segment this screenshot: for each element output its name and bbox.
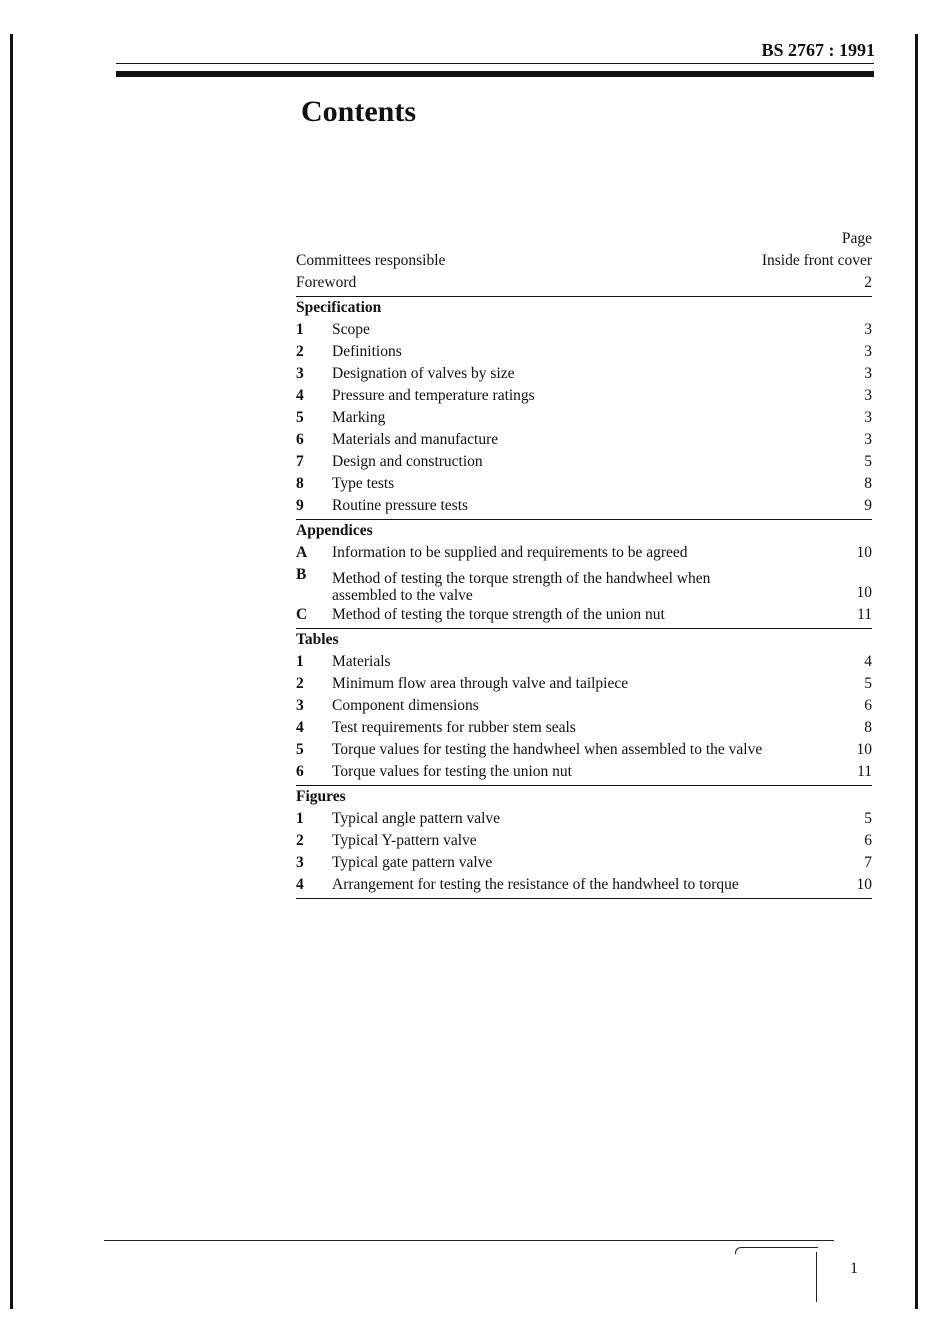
footer-hook-mark (735, 1247, 818, 1254)
toc-entry-number: 2 (296, 832, 304, 849)
toc-entry-label: Component dimensions (332, 697, 479, 714)
toc-entry-page: 7 (864, 854, 872, 871)
toc-entry-page: 10 (856, 584, 872, 601)
toc-entry-number: 1 (296, 321, 304, 338)
toc-entry-label: Scope (332, 321, 370, 338)
footer-rule (104, 1240, 834, 1241)
scan-edge-left (10, 34, 13, 1309)
toc-entry-page: 3 (864, 387, 872, 404)
toc-entry[interactable] (296, 852, 872, 874)
toc-entry-foreword[interactable] (296, 272, 872, 294)
toc-entry-number: 6 (296, 763, 304, 780)
toc-entry-label: Typical angle pattern valve (332, 810, 501, 827)
toc-entry-page: 8 (864, 475, 872, 492)
toc-entry-number: 8 (296, 475, 304, 492)
toc-entry-page: 5 (864, 675, 872, 692)
toc-entry-page: 4 (864, 653, 872, 670)
toc-entry-page: 3 (864, 409, 872, 426)
table-of-contents (296, 228, 872, 899)
toc-entry-page: Inside front cover (761, 252, 872, 269)
toc-entry-page: 11 (857, 763, 872, 780)
toc-entry[interactable] (296, 473, 872, 495)
toc-entry[interactable] (296, 874, 872, 896)
toc-entry[interactable] (296, 739, 872, 761)
toc-entry[interactable] (296, 429, 872, 451)
toc-end-rule (296, 898, 872, 899)
toc-entry[interactable] (296, 385, 872, 407)
toc-entry-page: 10 (856, 544, 872, 561)
toc-entry[interactable] (296, 808, 872, 830)
toc-section-heading: Figures (296, 785, 872, 808)
toc-entry-page: 3 (864, 431, 872, 448)
toc-entry[interactable] (296, 407, 872, 429)
toc-entry-label: Materials and manufacture (332, 431, 499, 448)
toc-entry[interactable] (296, 673, 872, 695)
toc-entry-page: 8 (864, 719, 872, 736)
toc-entry[interactable] (296, 363, 872, 385)
toc-entry-label: Foreword (296, 274, 357, 291)
toc-entry-page: 3 (864, 365, 872, 382)
toc-entry[interactable] (296, 830, 872, 852)
toc-entry-number: 3 (296, 697, 304, 714)
toc-entry-label: Torque values for testing the union nut (332, 763, 572, 780)
toc-entry-number: 7 (296, 453, 304, 470)
toc-entry-number: C (296, 606, 308, 623)
toc-entry-label: Torque values for testing the handwheel when assembled to the valve (332, 741, 763, 758)
toc-entry[interactable] (296, 341, 872, 363)
toc-entry-label: Design and construction (332, 453, 483, 470)
toc-entry-number: 5 (296, 409, 304, 426)
toc-entry[interactable] (296, 761, 872, 783)
toc-entry-page: 11 (857, 606, 872, 623)
toc-entry[interactable] (296, 451, 872, 473)
toc-entry-number: A (296, 544, 308, 561)
toc-entry-page: 3 (864, 343, 872, 360)
header-rule-thin (116, 63, 874, 64)
toc-entry[interactable] (296, 604, 872, 626)
toc-entry-page: 10 (856, 876, 872, 893)
toc-entry-number: 6 (296, 431, 304, 448)
toc-entry-page: 5 (864, 453, 872, 470)
toc-entry-number: 9 (296, 497, 304, 514)
toc-entry-page: 6 (864, 697, 872, 714)
toc-entry-label: Pressure and temperature ratings (332, 387, 535, 404)
toc-entry-label: Test requirements for rubber stem seals (332, 719, 576, 736)
toc-entry-label: Marking (332, 409, 386, 426)
toc-entry-label: Information to be supplied and requirements to be agreed (332, 544, 688, 561)
page-column-label: Page (841, 230, 872, 247)
toc-entry-number: 3 (296, 854, 304, 871)
toc-entry-label: Typical gate pattern valve (332, 854, 493, 871)
header-rule-thick (116, 71, 874, 77)
toc-entry-number: B (296, 566, 307, 583)
toc-entry-page: 5 (864, 810, 872, 827)
toc-entry-label: Committees responsible (296, 252, 446, 269)
page-title: Contents (301, 95, 417, 128)
toc-entry-label: Materials (332, 653, 391, 670)
toc-entry-number: 1 (296, 810, 304, 827)
toc-entry-committees[interactable] (296, 250, 872, 272)
toc-entry-number: 2 (296, 343, 304, 360)
toc-entry[interactable] (296, 319, 872, 341)
toc-entry-label: Definitions (332, 343, 402, 360)
toc-entry[interactable] (296, 651, 872, 673)
toc-entry-page: 3 (864, 321, 872, 338)
toc-entry-label: Arrangement for testing the resistance of the handwheel to torque (332, 876, 739, 893)
toc-entry-label: Minimum flow area through valve and tailpiece (332, 675, 629, 692)
toc-entry-number: 3 (296, 365, 304, 382)
footer-tick-mark (816, 1252, 817, 1302)
toc-entry[interactable] (296, 495, 872, 517)
toc-entry-number: 2 (296, 675, 304, 692)
toc-entry-number: 4 (296, 876, 304, 893)
toc-entry-label: Routine pressure tests (332, 497, 469, 514)
toc-entry[interactable] (296, 564, 872, 604)
scan-edge-right (915, 34, 918, 1309)
toc-entry-page: 6 (864, 832, 872, 849)
toc-entry-number: 5 (296, 741, 304, 758)
toc-entry[interactable] (296, 717, 872, 739)
toc-entry-page: 9 (864, 497, 872, 514)
toc-entry[interactable] (296, 542, 872, 564)
toc-section-heading: Tables (296, 628, 872, 651)
toc-entry-number: 4 (296, 387, 304, 404)
toc-entry-number: 4 (296, 719, 304, 736)
toc-entry-page: 2 (864, 274, 872, 291)
toc-entry[interactable] (296, 695, 872, 717)
toc-section-heading: Appendices (296, 519, 872, 542)
document-code: BS 2767 : 1991 (761, 40, 875, 60)
toc-sections (296, 296, 872, 896)
toc-entry-label: Method of testing the torque strength of the handwheel when assembled to the valve (332, 570, 711, 604)
toc-entry-label: Method of testing the torque strength of the union nut (332, 606, 665, 623)
toc-entry-page: 10 (856, 741, 872, 758)
page-number: 1 (850, 1260, 858, 1277)
toc-entry-label: Typical Y-pattern valve (332, 832, 477, 849)
toc-entry-label: Designation of valves by size (332, 365, 515, 382)
toc-entry-label: Type tests (332, 475, 395, 492)
toc-section-heading: Specification (296, 296, 872, 319)
toc-entry-number: 1 (296, 653, 304, 670)
